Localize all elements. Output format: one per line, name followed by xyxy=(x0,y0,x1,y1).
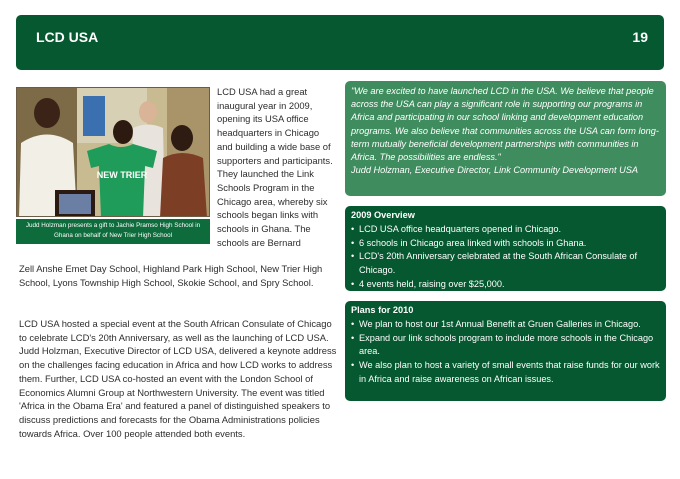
section-title: LCD USA xyxy=(36,29,99,45)
plans-list xyxy=(351,318,660,387)
overview-list xyxy=(351,223,660,292)
photo-caption: Judd Holzman presents a gift to Jachie Pramso High School in Ghana on behalf of New Trier High School xyxy=(16,219,210,244)
events-paragraph: LCD USA hosted a special event at the South African Consulate of Chicago to celebrate LCD's 20th Anniversary, as well as the launching of LCD USA. Judd Holzman, Executive Director of LCD USA, delivered a keynote address on the challenges facing education in Africa and how LCD works to address them. Further, LCD USA co-hosted an event with the London School of Economics Alumni Group at Northwestern University. The event was titled 'Africa in the Obama Era' and featured a panel of distinguished speakers to discuss predictions and forecasts for the Obama Administrations policies towards Africa. Over 100 people attended both events. xyxy=(19,318,337,439)
photo-illustration xyxy=(17,88,210,217)
quote-attribution: Judd Holzman, Executive Director, Link Community Development USA xyxy=(351,165,638,176)
page-number: 19 xyxy=(632,29,648,45)
overview-box xyxy=(345,206,666,291)
plans-title: Plans for 2010 xyxy=(351,305,414,315)
quote-box xyxy=(345,81,666,196)
list-item: • LCD's 20th Anniversary celebrated at the South African Consulate of Chicago. xyxy=(351,250,660,278)
page-header xyxy=(16,15,664,70)
intro-paragraph-continued: Zell Anshe Emet Day School, Highland Park High School, New Trier High School, Lyons Township High School, Skokie School, and Spry School. xyxy=(19,263,323,288)
list-item: • We also plan to host a variety of small events that raise funds for our work in Africa and raise awareness on African issues. xyxy=(351,359,660,387)
overview-title: 2009 Overview xyxy=(351,210,415,220)
shirt-text: NEW TRIER xyxy=(96,170,148,180)
intro-paragraph-column: LCD USA had a great inaugural year in 2009, opening its USA office headquarters in Chicago and building a wide base of supporters and participants. They launched the Link Schools Program in the Chicago area, whereby six schools began links with schools in Ghana. The schools are Bernard xyxy=(217,86,333,248)
plans-box xyxy=(345,301,666,401)
list-item: • 6 schools in Chicago area linked with schools in Ghana. xyxy=(351,237,660,251)
quote-text: "We are excited to have launched LCD in the USA. We believe that people across the USA can play a significant role in supporting our programs in Africa and participating in our school linking and development education programs. We also believe that communities across the USA can form long-term mutually beneficial development partnerships with communities in Africa. The possibilities are endless." xyxy=(351,86,659,163)
list-item: • 4 events held, raising over $25,000. xyxy=(351,278,660,292)
list-item: • LCD USA office headquarters opened in Chicago. xyxy=(351,223,660,237)
event-photo xyxy=(16,87,210,217)
list-item: • We plan to host our 1st Annual Benefit at Gruen Galleries in Chicago. xyxy=(351,318,660,332)
list-item: • Expand our link schools program to include more schools in the Chicago area. xyxy=(351,332,660,360)
